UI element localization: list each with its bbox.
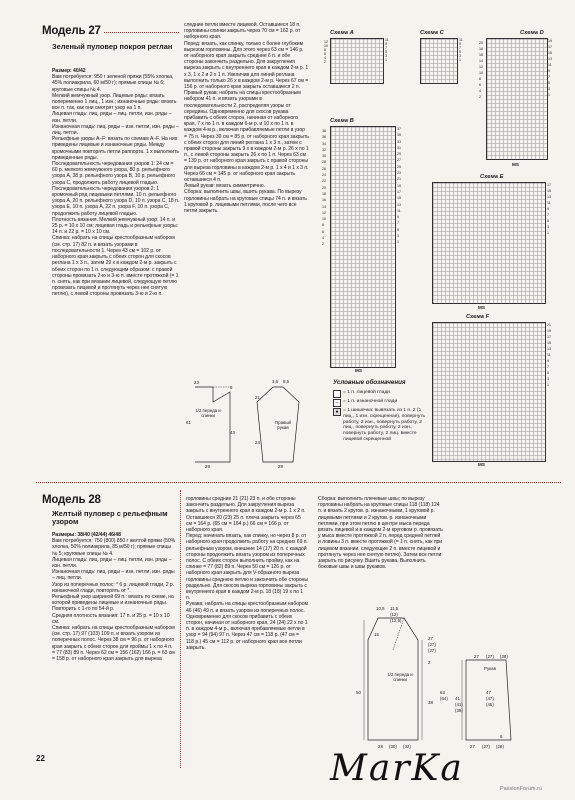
- schema-b-grid: [330, 126, 396, 368]
- schema-c-grid: [420, 38, 458, 84]
- m28-gauge: Средняя плотность вязания: 17 п. и 25 р. = 10 х 10 см.: [52, 612, 170, 625]
- m28-back: Спинка: набрать на спицы крестообразным набором (см. стр. 17) 97 (103) 109 п. и вязать узором из поперечных полос. Через 38 см = 96 р. от наборного края закрыть с обеих сторон для проймы 1 х по 4 п. = 77 (83) 89 п. Через 62 см = 156 (162) 166 р. = 63 см = 158 р. от наборного края закрыть для выреза: [52, 625, 175, 663]
- m27-sleeve-dim-1: 8,5: [283, 379, 290, 384]
- model-27-text-col2: [184, 22, 309, 364]
- m28-front-dim-9: 2: [428, 660, 431, 665]
- m27-front-dim-2: 8: [230, 385, 233, 390]
- schema-d-rownums-left: 20 18 16 14 12 10 8 6 4 2: [479, 41, 483, 99]
- m28-front-dim-8: 50: [356, 690, 361, 695]
- sequence-1: Последовательность чередования узоров 1: 24 см = 60 р. мелкого жемчужного узора, 80 р. рельефного узора A, 38 р. рельефного узора B, 10 р. рельефного узора C, продолжить работу лицевой гладью.: [52, 161, 176, 186]
- m28-front-dim-0: 10,5: [376, 606, 385, 611]
- m28-sizes: Размеры: 38/40 (42/44) 46/48: [52, 532, 121, 538]
- sequence-2: Последовательность чередования узоров 2: 1 кромочный ряд лицевыми петлями, 10 п. рельефного узора A, 20 п. рельефного узора D, 10 п. узора C, 18 п. узора E, 10 п. узора A, 22 п. узора F, 10 п. узора C, продолжить работу лицевой гладью.: [52, 185, 180, 217]
- schema-c-rownums: 11 9 7 5 3 1: [459, 38, 463, 62]
- model-28-title: Модель 28: [42, 494, 101, 506]
- schema-b-title: Схема B: [330, 118, 354, 124]
- m27-sleeve-dim-0: 3,5: [272, 379, 279, 384]
- m27-sleeve-dim-3: 24: [255, 440, 260, 445]
- m28-relief: Рельефный узор шириной 69 п.: вязать по схеме, на которой приведены лицевые и изнаночные ряды. Повторить с 1-го по 54-й р.: [52, 594, 174, 613]
- m28-front-dim-15: (64): [440, 696, 448, 701]
- legend-item-knit: = 1 п. лицевой глади: [343, 390, 390, 395]
- m28-sleeve-dim-5: (45): [486, 702, 494, 707]
- m28-front-dim-4: 15: [374, 632, 379, 637]
- front-instructions: Перед: вязать, как спинку, только с более глубоким вырезом горловины. Для этого через 63 см = 146 р. от наборного края закрыть средние 6 п. и обе стороны закончить раздельно. Для закругления выреза закрыть с внутреннего края в каждом 2-м р. 1 х 3, 1 х 2 и 2 х 1 п. Увеличив для линий реглана выполнить только 26 х в каждом 2-м р. Через 67 см = 156 р. от наборного края закрыть оставшиеся 2 п.: [184, 40, 309, 91]
- model-27-subtitle: Зеленый пуловер покроя реглан: [52, 42, 173, 51]
- schema-f-ms: MS: [478, 462, 485, 467]
- back-end: следние петли вместе лицевой. Оставшиеся 18 п. горловины спинки закрыть через 70 см = 162 р. от наборного края.: [184, 22, 301, 41]
- m28-sleeve-dim-0: 27: [474, 654, 479, 659]
- m28-sleeve-dim-10: 27: [470, 744, 475, 749]
- schema-c-title: Схема C: [420, 30, 444, 36]
- m28-front-dim-7: (27): [428, 648, 436, 653]
- materials: Вам потребуется: 950 г зеленой пряжи (55% хлопка, 45% полиакрила, 60 м/50 г); прямые спицы № 6; круговые спицы № 4.: [52, 74, 174, 93]
- m28-sleeve-dim-7: (41): [455, 702, 463, 707]
- m28-sleeves: Рукава: набрать на спицы крестообразным набором 46 (46) 49 п. и вязать узором из поперечных полос. Одновременно для скосов прибавить с обеих сторон, начиная от наборного края, 24 (24) 22 х по 1 п. в каждом 4-м р., включая прибавляемые петли в узор = 94 (94) 97 п. Через 47 см = 118 р. (47 см = 118 р.) 45 см = 112 р. от наборного края все петли закрыть.: [186, 601, 308, 651]
- model-28-text-col1: [52, 532, 176, 770]
- schema-a-rownums: 11 9 7 5 3 1: [385, 38, 389, 62]
- m28-assembly: Сборка: выполнить плечевые швы; по вырезу горловины набрать на круговые спицы 118 (118) 124 п. и вязать 2 кругов. р. изнаночными, 1 круговой р. лицевыми петлями и 2 кругов. р. изнаночными петлями, при этом петлю в центре мыса переда вязать лицевой и в каждом 2-м круговом р. провязать у мыса вместе протяжкой 2 п. перед средней петлей и ловины 3 п. вместе протяжкой (= 1 п. снять, как при лицевом вязании, следующие 2 п. вместе лицевой и протянуть через нее снятую петлю). Затем все петли закрыть по рисунку. Вшить рукава. Выполнить боковые швы и швы рукавов.: [318, 496, 443, 571]
- m27-sleeve-dim-4: 29: [278, 464, 283, 469]
- m27-front-dim-3: 43: [230, 430, 235, 435]
- schema-f-rownums: 21 19 17 15 13 11 9 7 5 3 1: [547, 323, 551, 387]
- m28-sleeve-dim-11: (27): [482, 744, 490, 749]
- m28-front-dim-13: (32): [403, 744, 411, 749]
- m27-sleeve-label: Правый рукав: [275, 420, 291, 430]
- m28-front-dim-1: 11,5: [390, 606, 399, 611]
- m27-front-dim-1: 61: [186, 420, 191, 425]
- schema-b-rownums-left: 38 36 34 32 30 28 26 24 22 20 18 16 14 12 10 8 6 4 2: [322, 129, 326, 247]
- right-sleeve: Правый рукав: набрать на спицы крестообразным набором 41 п. и вязать узорами в последовательности 2, распределяя узоры от середины. Одновременно для скосов рукава прибавить с обеих сторон, начиная от наборного края, 7 х по 1 п. в каждом 6-м р. и 10 х по 1 п. в каждом 4-м р., включая прибавляемые петли в узор = 75 п. Через 39 см = 85 р. от наборного края закрыть с обеих сторон для линий реглана 1 х 3 п., затем с правой стороны закрыть 9 х в каждом 2-м р. 26 х по 1 п., с левой стороны закрыть 26 х по 1 п. Через 63 см = 139 р. от наборного края закрыть с правой стороны для выреза горловины в каждом 2-м р. 1 х 4 и 1 х 3 п. Через 66 см = 145 р. от наборного края закрыть оставшиеся 4 п.: [184, 90, 309, 184]
- schema-b-rownums: 37 35 33 31 29 27 25 23 21 19 17 15 13 11 9 7 5 3 1: [397, 127, 401, 245]
- pattern-relief: Рельефные узоры A–F: вязать по схемам A–F. На них приведены лицевые и изнаночные ряды. Между кромочными повторять петли раппорта. 1 x выполнить приведенные ряды.: [52, 136, 179, 161]
- m28-front-dim-5: 27: [428, 636, 433, 641]
- m28-front-label: 1/2 переда и спинки: [387, 672, 413, 682]
- m28-sleeve-dim-1: (27): [486, 654, 494, 659]
- watermark: PassionForum.ru: [500, 786, 542, 792]
- m28-front-dim-10: 38: [428, 700, 433, 705]
- m28-front-dim-6: (27): [428, 642, 436, 647]
- m28-sleeve-dim-4: (47): [486, 696, 494, 701]
- m28-front-dim-12: (30): [389, 744, 397, 749]
- schema-b-ms: MS: [355, 368, 362, 373]
- legend-item-bobble: = 1 шишечка: вывязать из 1 п. 2 (1 лиц., 1 изн. скрещенная), повернуть работу, 2 изн., повернуть работу, 2 лиц., повернуть работу, 2 изн., повернуть работу, 2 лиц. вместе лицевой скрещенной: [343, 408, 426, 442]
- m28-front-dim-11: 28: [378, 744, 383, 749]
- bobble-symbol-icon: ●: [333, 408, 341, 416]
- assembly: Сборка: выполнить швы, вшить рукава. По вырезу горловины набрать на круговые спицы 74 п. и вязать 1 круговой р. лицевыми петлями, после чего все петли закрыть.: [184, 189, 307, 215]
- m28-front: Перед: начинать вязать, как спинку, но через 8 р. от наборного края продолжить работу на средних 69 п. рельефным узором, внешние 14 (17) 20 п. с каждой стороны продолжить вязать узором из поперечных полос. С обеих сторон выполнить пройму, как на спинке = 77 (82) 89 п. Через 50 см = 126 р. от наборного края закрыть для V-образного выреза горловины среднюю петлю и закончить обе стороны раздельно. Для скосов выреза горловины закрыть с внутреннего края в каждом 2-м р. 18 (18) 19 х по 1 п.: [186, 533, 308, 602]
- m28-front-dim-2: (12): [390, 612, 398, 617]
- model-27-title: Модель 27: [42, 25, 101, 37]
- m28-front-dim-3: (12,5): [390, 618, 402, 623]
- gauge: Плотность вязания. Мелкий жемчужный узор: 14 п. и 25 р. = 10 х 10 см; лицевая гладь и рельефные узоры: 14 п. и 22 р. = 10 х 10 см.: [52, 216, 178, 236]
- pattern-pearl: Мелкий жемчужный узор. Лицевые ряды: вязать попеременно 1 лиц., 1 изн.; изнаночные ряды: вязать все п. так, как они смотрят узор на 1 п.: [52, 92, 177, 112]
- knit-symbol-icon: [333, 390, 341, 398]
- schema-a-title: Схема A: [330, 30, 354, 36]
- schema-d-title: Схема D: [520, 30, 544, 36]
- title-divider: [104, 32, 179, 33]
- schema-d-ms: MS: [512, 162, 519, 167]
- model-28-text-col3a: [318, 496, 443, 596]
- m28-sleeve-dim-6: 41: [455, 696, 460, 701]
- model-28-subtitle: Желтый пуловер с рельефным узором: [52, 509, 168, 527]
- m28-sleeve-label: Рукав: [484, 666, 496, 671]
- pattern-reverse: Изнаночная гладь: лиц. ряды – изн. петли, изн. ряды – лиц. петли.: [52, 123, 179, 137]
- m28-stockinette: Лицевая гладь: лиц. ряды – лиц. петли, изн. ряды – изн. петли.: [52, 556, 172, 570]
- m28-reverse: Изнаночная гладь: лиц. ряды – изн. петли, изн. ряды – лиц. петли.: [52, 569, 175, 582]
- legend-item-purl: = 1 п. изнаночной глади: [343, 399, 398, 404]
- model-27-text-col1: [52, 68, 180, 448]
- pattern-stockinette: Лицевая гладь: лиц. ряды – лиц. петли, изн. ряды – изн. петли.: [52, 111, 172, 124]
- schema-d-grid: [486, 38, 548, 160]
- schema-d-rownums: 19 17 15 13 11 9 7 5 3 1: [548, 39, 552, 97]
- purl-symbol-icon: –: [333, 399, 341, 407]
- m28-sleeve-dim-12: (28): [496, 744, 504, 749]
- model-separator: [36, 482, 561, 483]
- size-line: Размер: 40/42: [52, 68, 86, 74]
- m28-back-end: горловины средние 21 (21) 23 п. и обе стороны закончить раздельно. Для закругления выреза закрыть с внутреннего края в каждом 2-м р. 1 х 2 п. Оставшиеся 20 (23) 25 п. плеча закрыть через 65 см = 164 р. (65 см = 164 р.) 66 см = 166 р. от наборного края.: [186, 496, 306, 534]
- schema-f-grid: [432, 322, 546, 462]
- model-28-text-col2: [186, 496, 308, 768]
- schema-a-grid: [330, 38, 384, 84]
- m28-stripes: Узор из поперечных полос: * 6 р. лицевой глади, 2 р. изнаночной глади, повторять от *.: [52, 581, 175, 594]
- schema-a-rownums-left: 12 10 8 6 4 2: [324, 40, 328, 64]
- m28-sleeve-dim-9: 6: [500, 734, 503, 739]
- page-number: 22: [36, 754, 45, 763]
- schema-e-grid: [432, 182, 546, 304]
- m28-sleeve-dim-2: (28): [500, 654, 508, 659]
- schema-f-title: Схема F: [466, 314, 490, 320]
- left-sleeve: Левый рукав: вязать симметрично.: [184, 183, 265, 190]
- schema-e-title: Схема E: [480, 174, 504, 180]
- legend-title: Условные обозначения: [333, 379, 406, 386]
- back-instructions: Спинка: набрать на спицы крестообразным набором (см. стр. 17) 82 п. и вязать узорами в последовательности 1. Через 43 см = 102 р. от наборного края закрыть с обеих сторон для скосов реглана 1 х 3 п., затем 29 х в каждом 2-м р. закрыть с обеих сторон по 1 п. следующим образом: с правой стороны провязать 2-ю и 3-ю п. вместе протяжкой (= 1 п. снять, как при вязании лицевой, следующую петлю провязать лицевой и протянуть через нее снятую петлю), с левой стороны провязать 3-ю и 2-ю п.: [52, 235, 179, 298]
- m28-sleeve-dim-8: (39): [455, 708, 463, 713]
- schema-e-ms: MS: [478, 305, 485, 310]
- m28-sleeve-dim-3: 47: [486, 690, 491, 695]
- signature: MarKa: [330, 748, 464, 789]
- m27-front-dim-0: 23: [194, 380, 199, 385]
- m27-sleeve-dim-2: 21: [255, 395, 260, 400]
- m27-front-label: 1/2 переда и спинки: [195, 408, 221, 418]
- model-28-diagrams: [316, 600, 575, 760]
- m28-materials: Вам потребуется: 750 (800) 850 г желтой пряжи (50% хлопка, 50% полиакрила, 85 м/50 г); прямые спицы № 5; круговые спицы № 4.: [52, 538, 176, 557]
- column-divider: [180, 490, 181, 768]
- schema-e-rownums: 17 15 13 11 9 7 5 3 1: [547, 183, 551, 235]
- m27-front-dim-4: 29: [205, 464, 210, 469]
- m28-front-dim-14: 63: [440, 690, 445, 695]
